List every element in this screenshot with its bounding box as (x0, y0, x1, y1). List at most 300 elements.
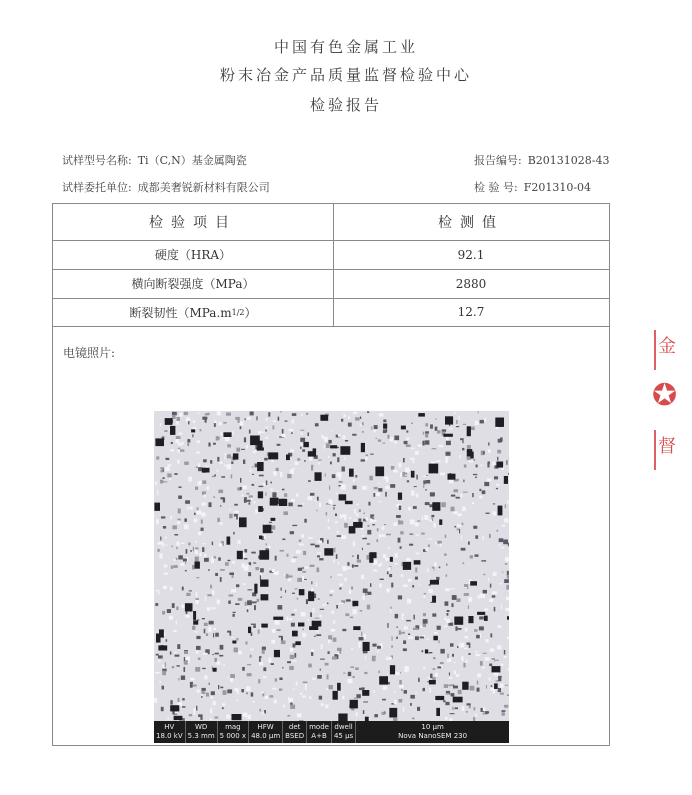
dark-grain (477, 612, 485, 615)
grain (456, 479, 459, 481)
grain (345, 613, 349, 616)
grain (406, 445, 411, 448)
grain (255, 449, 256, 452)
grain (233, 614, 235, 617)
grain (372, 520, 376, 522)
grain (260, 575, 261, 579)
grain (439, 567, 441, 569)
dark-grain (303, 442, 309, 447)
grain (449, 677, 452, 679)
dark-grain (468, 616, 473, 623)
dark-grain (414, 560, 421, 564)
grain (310, 544, 314, 546)
grain (498, 544, 500, 545)
grain (333, 620, 335, 623)
grain (431, 515, 434, 517)
grain (418, 445, 422, 447)
grain (170, 700, 172, 704)
grain (220, 577, 222, 582)
grain (250, 412, 254, 416)
grain (382, 699, 386, 701)
grain (444, 626, 447, 628)
dark-grain (170, 705, 179, 711)
grain (249, 502, 251, 504)
grain (251, 552, 256, 554)
grain (492, 462, 495, 466)
grain (348, 679, 353, 684)
grain (342, 514, 347, 517)
grain (226, 413, 231, 416)
grain (157, 490, 158, 495)
grain (231, 475, 233, 479)
grain (176, 547, 177, 550)
grain (403, 585, 408, 587)
grain (272, 688, 277, 690)
grain (294, 609, 297, 611)
grain (259, 486, 264, 487)
grain (333, 507, 335, 510)
grain (449, 428, 453, 429)
grain (207, 487, 209, 490)
grain (172, 412, 177, 416)
grain (350, 666, 354, 668)
row-item: 横向断裂强度（MPa） (53, 269, 334, 298)
dark-grain (363, 642, 370, 651)
dark-grain (330, 445, 337, 448)
grain (456, 598, 460, 602)
grain (197, 690, 200, 693)
grain (328, 440, 331, 444)
grain (188, 477, 192, 482)
grain (447, 610, 450, 612)
grain (222, 703, 225, 705)
grain (507, 571, 509, 575)
grain (196, 651, 199, 654)
grain (324, 445, 325, 449)
grain (464, 587, 467, 589)
grain (415, 569, 417, 573)
grain (391, 645, 393, 647)
grain (363, 513, 365, 514)
grain (346, 599, 351, 601)
grain (187, 439, 190, 442)
grain (355, 668, 359, 670)
grain (485, 711, 489, 714)
grain (492, 595, 496, 597)
grain (241, 689, 244, 692)
grain (177, 665, 180, 666)
dark-grain (223, 432, 231, 437)
grain (432, 493, 435, 496)
grain (231, 589, 236, 592)
grain (260, 568, 264, 572)
grain (181, 676, 185, 680)
grain (178, 433, 182, 435)
grain (426, 475, 428, 476)
grain (505, 504, 506, 508)
grain (297, 598, 299, 600)
grain (399, 630, 401, 635)
grain (410, 695, 415, 699)
grain (345, 440, 348, 442)
grain (343, 673, 346, 674)
grain (192, 434, 193, 437)
grain (232, 430, 233, 435)
dark-grain (504, 476, 508, 484)
grain (164, 565, 168, 568)
grain (190, 683, 193, 688)
grain (483, 451, 485, 454)
grain (473, 526, 477, 529)
grain (361, 459, 365, 461)
grain (171, 449, 174, 451)
grain (182, 706, 186, 708)
grain (249, 430, 251, 434)
grain (445, 459, 448, 463)
grain (247, 493, 250, 495)
grain (248, 589, 253, 590)
grain (508, 590, 509, 592)
grain (178, 496, 182, 499)
grain (339, 485, 342, 486)
grain (370, 518, 372, 522)
grain (443, 700, 446, 702)
grain (344, 414, 346, 417)
grain (387, 623, 388, 628)
grain (480, 661, 483, 666)
dark-grain (430, 580, 439, 585)
grain (506, 597, 509, 600)
grain (478, 595, 480, 599)
grain (217, 457, 219, 462)
dark-grain (315, 472, 322, 481)
grain (282, 539, 285, 541)
grain (238, 651, 242, 655)
grain (276, 571, 279, 574)
grain (423, 483, 424, 488)
grain (367, 592, 371, 595)
grain (187, 506, 188, 510)
dark-grain (435, 696, 444, 700)
grain (307, 498, 311, 500)
grain (497, 450, 501, 454)
grain (433, 523, 435, 528)
grain (412, 585, 414, 588)
grain (435, 419, 437, 420)
dark-grain (462, 682, 468, 690)
grain (189, 714, 193, 716)
grain (292, 660, 297, 661)
grain (427, 507, 428, 508)
grain (315, 618, 320, 619)
grain (280, 472, 282, 477)
grain (454, 489, 459, 492)
dark-grain (338, 714, 347, 722)
grain (285, 421, 288, 422)
row-item-sup: 1/2 (231, 307, 245, 317)
grain (277, 491, 278, 492)
grain (342, 629, 346, 631)
grain (277, 444, 281, 446)
grain (434, 700, 436, 702)
grain (441, 502, 446, 507)
grain (497, 645, 501, 649)
grain (264, 535, 266, 540)
dark-grain (313, 448, 317, 456)
grain (399, 685, 404, 688)
grain (218, 557, 221, 560)
grain (243, 583, 245, 585)
grain (330, 462, 332, 465)
grain (493, 690, 495, 694)
grain (197, 507, 199, 511)
dark-grain (498, 423, 502, 427)
grain (425, 548, 428, 551)
grain (202, 618, 205, 619)
grain (491, 685, 493, 687)
grain (296, 493, 299, 496)
grain (484, 482, 489, 486)
grain (505, 685, 508, 686)
grain (361, 632, 362, 637)
grain (275, 556, 277, 561)
grain (446, 437, 448, 442)
grain (385, 558, 389, 561)
grain (457, 646, 458, 648)
grain (318, 598, 320, 600)
grain (492, 660, 495, 662)
grain (485, 639, 488, 642)
grain (220, 522, 223, 524)
grain (263, 483, 265, 486)
grain (282, 434, 286, 437)
grain (207, 594, 211, 596)
grain (184, 412, 188, 415)
grain (209, 627, 212, 632)
grain (327, 603, 328, 605)
grain (427, 638, 430, 639)
report-number-value: B20131028-43 (527, 154, 610, 167)
dark-grain (470, 452, 473, 459)
test-number-value: F201310-04 (523, 181, 592, 194)
grain (268, 546, 271, 548)
grain (253, 502, 256, 504)
grain (201, 696, 202, 698)
grain (496, 488, 498, 489)
grain (324, 437, 328, 442)
grain (383, 554, 386, 558)
grain (497, 457, 498, 461)
grain (352, 555, 353, 556)
grain (255, 567, 259, 570)
grain (341, 419, 343, 422)
header-item: 检验项目 (53, 204, 334, 240)
grain (326, 512, 327, 516)
row-item-tail: ） (244, 305, 257, 320)
grain (466, 711, 467, 712)
grain (160, 554, 163, 559)
grain (293, 688, 294, 690)
grain (227, 444, 231, 447)
grain (308, 537, 313, 539)
grain (330, 594, 333, 596)
grain (500, 693, 504, 695)
grain (354, 519, 356, 520)
grain (192, 565, 195, 570)
grain (465, 628, 468, 632)
grain (479, 616, 484, 619)
grain (212, 476, 215, 477)
grain (163, 586, 167, 589)
seal-star-icon: ✪ (652, 378, 678, 413)
grain (405, 475, 407, 476)
grain (247, 664, 251, 665)
grain (502, 712, 505, 716)
grain (372, 644, 376, 647)
grain (174, 473, 177, 475)
grain (505, 557, 509, 561)
grain (362, 431, 364, 432)
grain (251, 498, 253, 500)
grain (321, 645, 323, 650)
grain (339, 588, 341, 590)
grain (328, 456, 330, 458)
grain (288, 578, 291, 581)
grain (356, 514, 358, 517)
grain (333, 638, 337, 642)
grain (328, 651, 330, 654)
grain (406, 438, 409, 440)
grain (270, 482, 272, 484)
grain (258, 629, 260, 633)
grain (201, 503, 205, 506)
grain (463, 480, 464, 483)
grain (240, 487, 242, 490)
grain (349, 590, 352, 594)
grain (238, 419, 240, 423)
grain (479, 489, 481, 491)
grain (423, 688, 426, 691)
grain (222, 707, 224, 709)
grain (248, 572, 251, 576)
grain (162, 671, 166, 676)
grain (429, 519, 432, 521)
grain (287, 474, 291, 478)
grain (303, 551, 306, 555)
grain (404, 441, 408, 444)
grain (170, 516, 172, 519)
grain (386, 658, 391, 660)
seal-char: 督 (658, 436, 676, 457)
grain (301, 430, 305, 431)
grain (244, 549, 247, 553)
grain (315, 545, 320, 548)
grain (170, 651, 172, 654)
grain (362, 538, 367, 540)
dark-grain (233, 453, 239, 459)
grain (456, 420, 458, 424)
grain (291, 432, 293, 434)
grain (482, 667, 485, 669)
grain (318, 460, 321, 461)
dark-grain (299, 589, 305, 595)
grain (467, 445, 471, 449)
grain (403, 707, 404, 712)
grain (207, 607, 211, 611)
grain (483, 708, 486, 712)
dark-grain (445, 416, 453, 424)
grain (288, 698, 293, 703)
grain (287, 617, 289, 622)
grain (250, 649, 254, 651)
grain (302, 576, 304, 580)
grain (488, 442, 489, 445)
grain (353, 541, 355, 546)
grain (416, 494, 419, 498)
grain (430, 424, 433, 428)
grain (312, 678, 315, 680)
grain (328, 527, 330, 530)
grain (220, 505, 221, 506)
grain (401, 632, 405, 634)
grain (244, 437, 246, 442)
grain (304, 519, 307, 523)
grain (178, 698, 180, 702)
dark-grain (254, 584, 257, 594)
grain (401, 574, 403, 577)
dark-grain (258, 506, 263, 512)
grain (283, 511, 288, 515)
grain (271, 525, 275, 529)
grain (160, 468, 164, 469)
grain (213, 496, 215, 498)
grain (342, 468, 345, 472)
grain (334, 548, 336, 553)
test-number-field (474, 179, 591, 195)
grain (370, 454, 373, 455)
grain (490, 649, 494, 652)
grain (288, 503, 292, 507)
grain (420, 637, 424, 639)
grain (253, 562, 256, 563)
grain (291, 499, 295, 502)
grain (467, 703, 471, 705)
dark-grain (453, 697, 463, 703)
grain (424, 515, 428, 520)
grain (415, 568, 417, 569)
grain (387, 568, 390, 570)
grain (449, 672, 450, 675)
grain (498, 677, 501, 681)
grain (499, 538, 504, 542)
grain (202, 688, 206, 691)
grain (422, 517, 423, 521)
grain (282, 667, 283, 668)
grain (389, 567, 391, 570)
grain (200, 429, 202, 431)
dark-grain (260, 580, 268, 587)
grain (462, 440, 463, 443)
grain (196, 510, 201, 514)
grain (172, 546, 173, 548)
grain (372, 524, 375, 525)
grain (186, 657, 190, 661)
grain (482, 490, 486, 494)
grain (376, 438, 378, 439)
grain (320, 659, 325, 660)
grain (262, 647, 266, 651)
grain (220, 569, 225, 571)
